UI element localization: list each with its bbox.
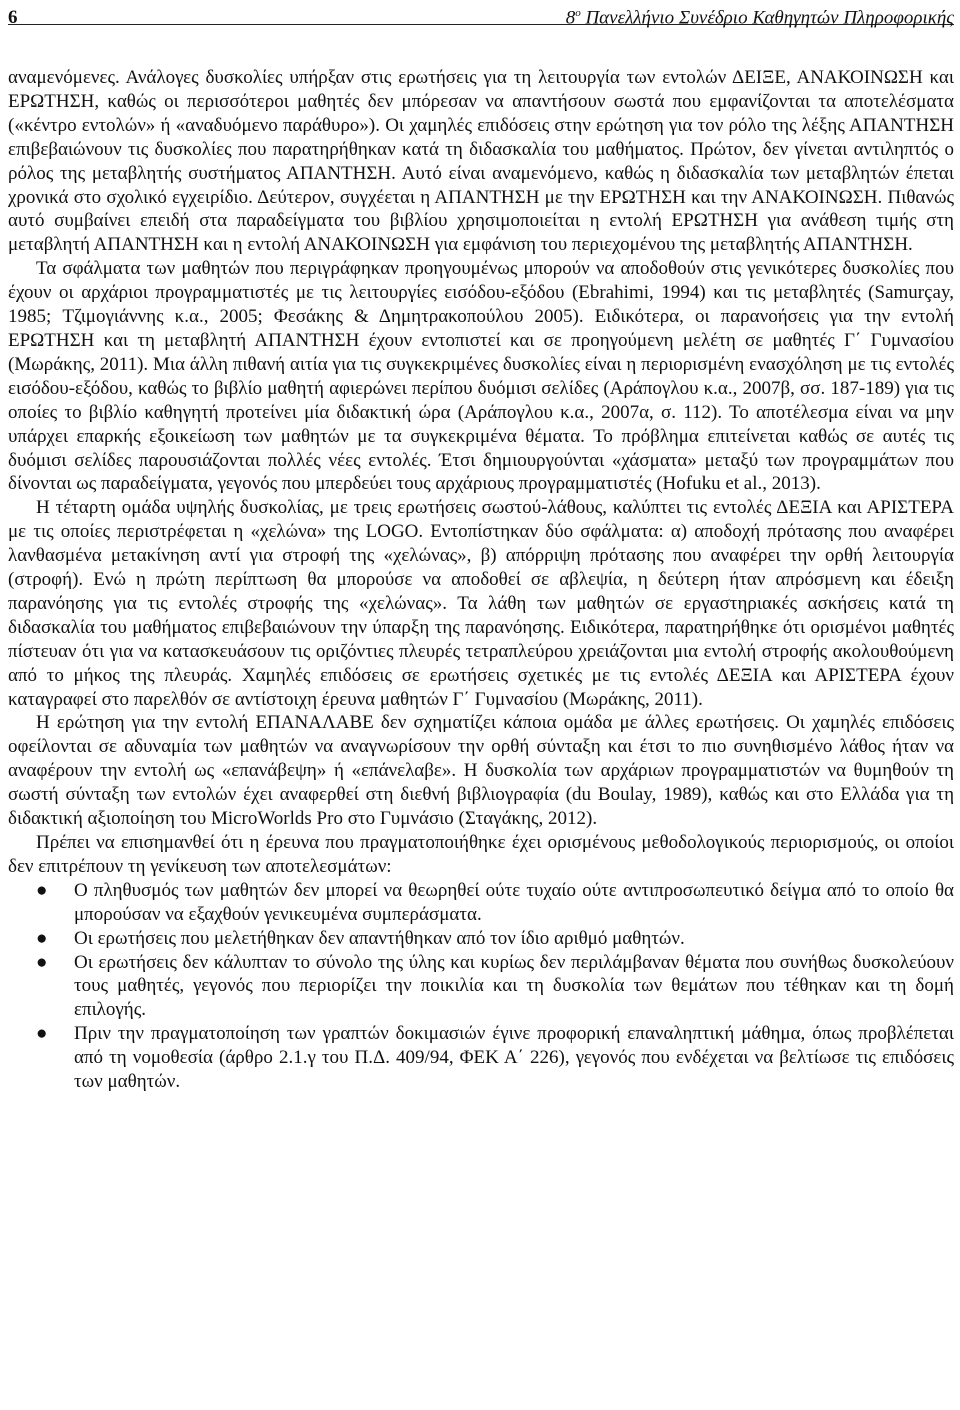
list-item-text: Πριν την πραγματοποίηση των γραπτών δοκιμασιών έγινε προφορική επαναληπτική μάθημα, όπως προβλέπεται από τη νομοθεσία (άρθρο 2.1.γ του Π.Δ. 409/94, ΦΕΚ Α΄ 226), γεγονός που ενδέχεται να βελτίωσε τις επιδόσεις των μαθητών.	[74, 1023, 954, 1093]
bullet-icon: ●	[36, 879, 48, 901]
body-text	[8, 66, 954, 1094]
limitations-list	[8, 879, 954, 1094]
page-number: 6	[8, 7, 18, 29]
list-item	[36, 879, 954, 927]
list-item-text: Οι ερωτήσεις δεν κάλυπταν το σύνολο της ύλης και κυρίως δεν περιλάμβαναν θέματα που συνήθως δυσκολεύουν τους μαθητές, γεγονός που περιορίζει την ποικιλία και τη δυσκολία των θεμάτων που τέθηκαν και τη δομή επιλογής.	[74, 951, 954, 1021]
paragraph: Η τέταρτη ομάδα υψηλής δυσκολίας, με τρεις ερωτήσεις σωστού-λάθους, καλύπτει τις εντολές ΔΕΞΙΑ και ΑΡΙΣΤΕΡΑ με τις οποίες περιστρέφεται η «χελώνα» της LOGO. Εντοπίστηκαν δύο σφάλματα: α) αποδοχή πρότασης που αναφέρει λανθασμένα μετακίνηση αντί για στροφή της «χελώνας», β) απόρριψη πρότασης που αναφέρει την ορθή λειτουργία (στροφή). Ενώ η πρώτη περίπτωση θα μπορούσε να αποδοθεί σε αβλεψία, η δεύτερη ήταν απρόσμενη και έδειξη παρανόησης για τις εντολές στροφής της «χελώνας». Τα λάθη των μαθητών σε εργαστηριακές ασκήσεις κατά τη διδασκαλία του μαθήματος επιβεβαιώνουν την ύπαρξη της παρανόησης. Ειδικότερα, παρατηρήθηκε ότι ορισμένοι μαθητές πίστευαν ότι για να κατασκευάσουν τις οριζόντιες πλευρές τετραπλεύρου χρειάζονται μια εντολή στροφής ακολουθούμενη από το μήκος της πλευράς. Χαμηλές επιδόσεις σε ερωτήσεις σχετικές με τις εντολές ΔΕΞΙΑ και ΑΡΙΣΤΕΡΑ έχουν καταγραφεί στο παρελθόν σε αντίστοιχη έρευνα μαθητών Γ΄ Γυμνασίου (Μωράκης, 2011).	[8, 497, 954, 710]
conference-ordinal: 8	[565, 7, 576, 29]
list-item-text: Οι ερωτήσεις που μελετήθηκαν δεν απαντήθηκαν από τον ίδιο αριθμό μαθητών.	[74, 927, 685, 949]
paragraph: αναμενόμενες. Ανάλογες δυσκολίες υπήρξαν στις ερωτήσεις για τη λειτουργία των εντολών ΔΕΙΞΕ, ΑΝΑΚΟΙΝΩΣΗ και ΕΡΩΤΗΣΗ, καθώς οι περισσότεροι μαθητές δεν μπόρεσαν να απαντήσουν σωστά που εμφανίζονται τα αποτελέσματα («κέντρο εντολών» ή «αναδυόμενο παράθυρο»). Οι χαμηλές επιδόσεις στην ερώτηση για τον ρόλο της λέξης ΑΠΑΝΤΗΣΗ επιβεβαιώνουν τις δυσκολίες που παρατηρήθηκαν κατά τη διδασκαλία του μαθήματος. Πρώτον, δεν γίνεται αντιληπτός ο ρόλος της μεταβλητής συστήματος ΑΠΑΝΤΗΣΗ. Αυτό είναι αναμενόμενο, καθώς η διδασκαλία των μεταβλητών έπεται χρονικά στο σχολικό εγχειρίδιο. Δεύτερον, συγχέεται η ΑΠΑΝΤΗΣΗ με την ΕΡΩΤΗΣΗ και την ΑΝΑΚΟΙΝΩΣΗ. Πιθανώς αυτό συμβαίνει επειδή στα παραδείγματα του βιβλίου χρησιμοποιείται η εντολή ΕΡΩΤΗΣΗ για ανάθεση τιμής στη μεταβλητή ΑΠΑΝΤΗΣΗ και η εντολή ΑΝΑΚΟΙΝΩΣΗ για εμφάνιση του περιεχομένου της μεταβλητής ΑΠΑΝΤΗΣΗ.	[8, 67, 954, 256]
running-header	[8, 0, 954, 29]
list-item	[36, 951, 954, 1023]
conference-name: Πανελλήνιο Συνέδριο Καθηγητών Πληροφορικής	[580, 7, 954, 29]
conference-title	[566, 2, 954, 29]
conference-ordinal-suffix: ο	[575, 7, 581, 19]
bullet-icon: ●	[36, 951, 48, 973]
bullet-icon: ●	[36, 927, 48, 949]
list-item	[36, 1022, 954, 1094]
list-item-text: Ο πληθυσμός των μαθητών δεν μπορεί να θεωρηθεί ούτε τυχαίο ούτε αντιπροσωπευτικό δείγμα από το οποίο θα μπορούσαν να εξαχθούν γενικευμένα συμπεράσματα.	[74, 879, 954, 925]
paragraph: Η ερώτηση για την εντολή ΕΠΑΝΑΛΑΒΕ δεν σχηματίζει κάποια ομάδα με άλλες ερωτήσεις. Οι χαμηλές επιδόσεις οφείλονται σε αδυναμία των μαθητών να αναγνωρίσουν την ορθή σύνταξη και έτσι το πιο συνηθισμένο λάθος ήταν να αναφέρουν την εντολή ως «επανάβεψη» ή «επάνελαβε». Η δυσκολία των αρχάριων προγραμματιστών να θυμηθούν τη σωστή σύνταξη των εντολών έχει αναφερθεί στη διεθνή βιβλιογραφία (du Boulay, 1989), καθώς και στο Ελλάδα για τη διδακτική αξιοποίηση του MicroWorlds Pro στο Γυμνάσιο (Σταγάκης, 2012).	[8, 712, 954, 830]
paragraph: Πρέπει να επισημανθεί ότι η έρευνα που πραγματοποιήθηκε έχει ορισμένους μεθοδολογικούς περιορισμούς, οι οποίοι δεν επιτρέπουν τη γενίκευση των αποτελεσμάτων:	[8, 832, 954, 877]
paragraph: Τα σφάλματα των μαθητών που περιγράφηκαν προηγουμένως μπορούν να αποδοθούν στις γενικότερες δυσκολίες που έχουν οι αρχάριοι προγραμματιστές με τις λειτουργίες εισόδου-εξόδου (Ebrahimi, 1994) και τις μεταβλητές (Samurçay, 1985; Τζιμογιάννης κ.α., 2005; Φεσάκης & Δημητρακοπούλου 2005). Ειδικότερα, οι παρανοήσεις για την εντολή ΕΡΩΤΗΣΗ και τη μεταβλητή ΑΠΑΝΤΗΣΗ έχουν εντοπιστεί και σε προηγούμενη μελέτη σε μαθητές Γ΄ Γυμνασίου (Μωράκης, 2011). Μια άλλη πιθανή αιτία για τις συγκεκριμένες δυσκολίες είναι η περιορισμένη ενασχόληση με τις εντολές εισόδου-εξόδου, καθώς το βιβλίο μαθητή αφιερώνει περίπου δυόμισι σελίδες (Αράπογλου κ.α., 2007β, σσ. 187-189) για τις οποίες το βιβλίο καθηγητή προτείνει μία διδακτική ώρα (Αράπογλου κ.α., 2007α, σ. 112). Το αποτέλεσμα είναι να μην υπάρχει επαρκής εξοικείωση των μαθητών με τα συγκεκριμένα θέματα. Το πρόβλημα επιτείνεται καθώς σε αυτές τις δυόμισι σελίδες παρουσιάζονται πολλές νέες εντολές. Έτσι δημιουργούνται «χάσματα» μεταξύ των προγραμμάτων που δίνονται ως παραδείγματα, γεγονός που μπερδεύει τους αρχάριους προγραμματιστές (Hofuku et al., 2013).	[8, 258, 954, 495]
bullet-icon: ●	[36, 1023, 48, 1045]
list-item	[36, 927, 954, 951]
